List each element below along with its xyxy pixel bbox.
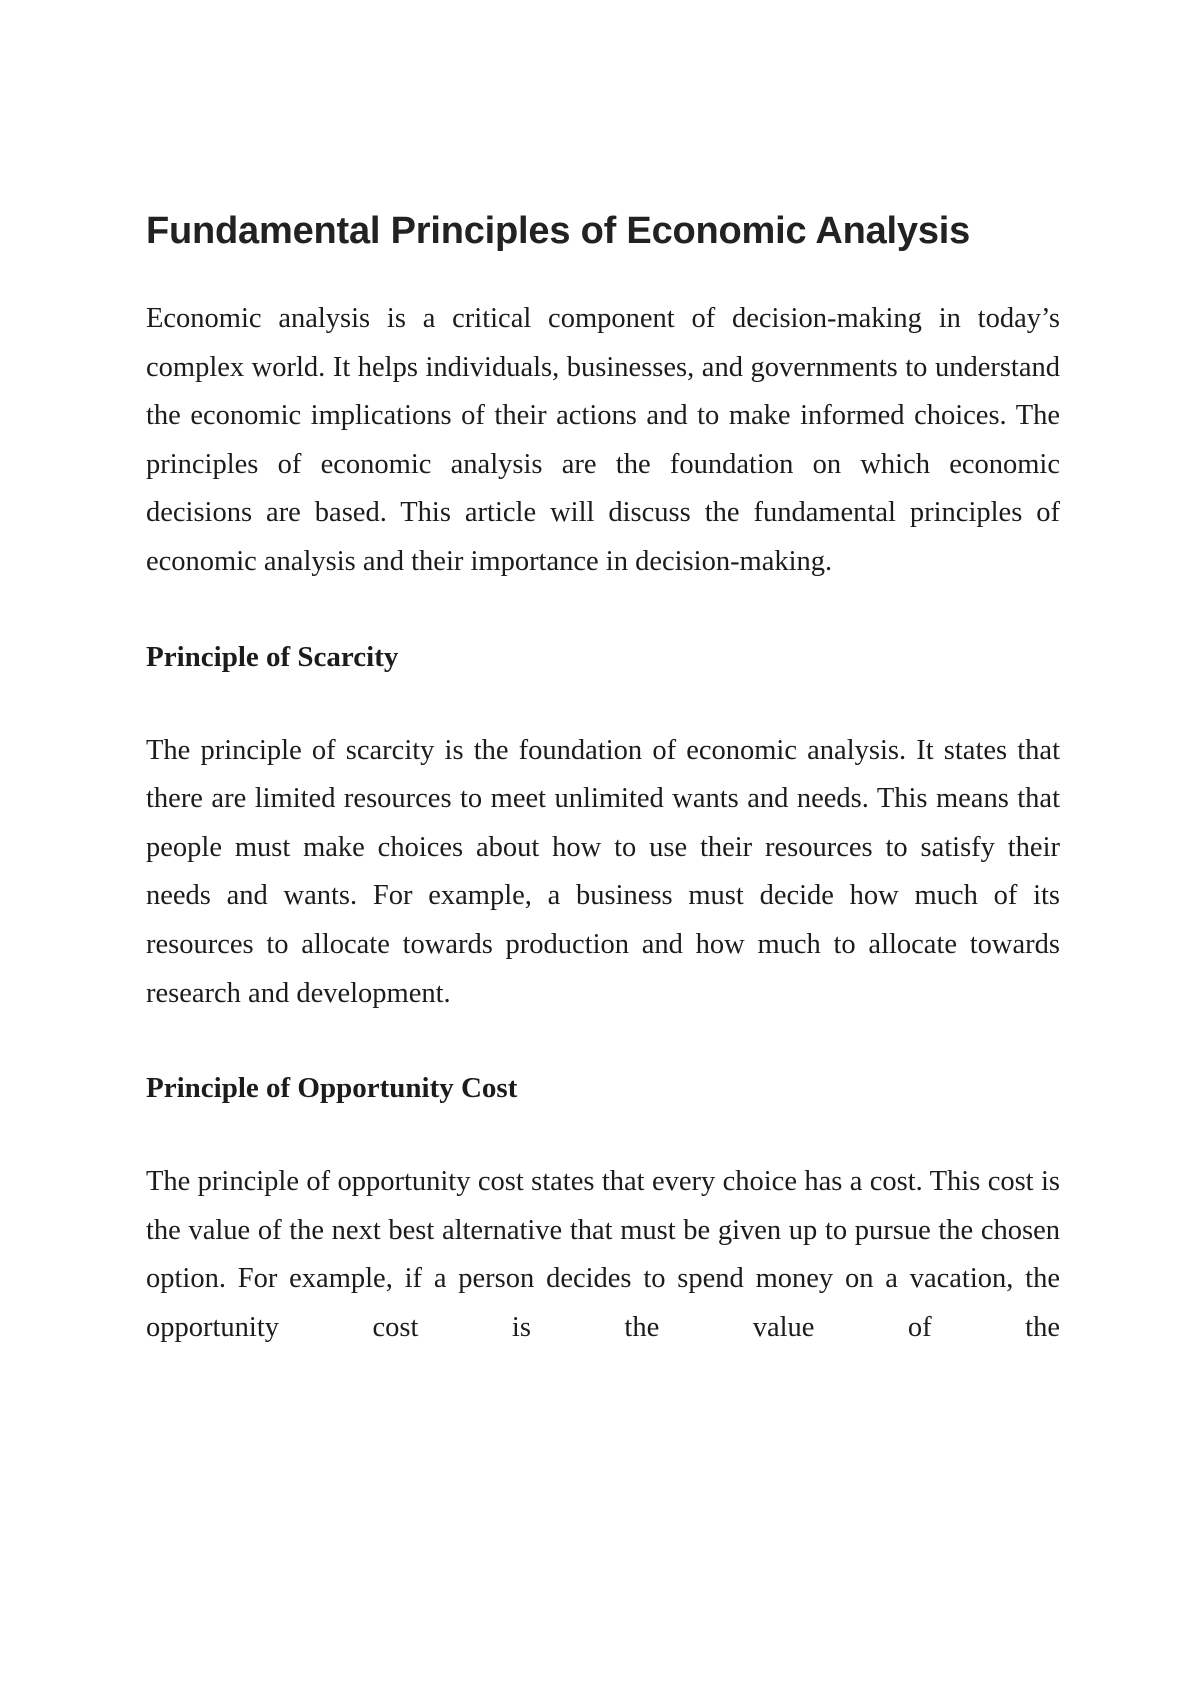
intro-paragraph: Economic analysis is a critical component of decision-making in today’s complex world. It helps individuals, businesses, and governments to understand the economic implications of their actions and to make informed choices. The principles of economic analysis are the foundation on which economic decisions are based. This article will discuss the fundamental principles of economic analysis and their importance in decision-making. xyxy=(146,303,1060,577)
document-content xyxy=(146,205,1060,1353)
section-body-opportunity-cost: The principle of opportunity cost states that every choice has a cost. This cost is the value of the next best alternative that must be given up to pursue the chosen option. For example, if a person decides to spend money on a vacation, the opportunity cost is the value of the xyxy=(146,1166,1060,1343)
document-title: Fundamental Principles of Economic Analysis xyxy=(146,210,971,252)
section-heading-scarcity: Principle of Scarcity xyxy=(146,640,399,673)
section-heading-opportunity-cost: Principle of Opportunity Cost xyxy=(146,1072,518,1105)
paragraph-spacer xyxy=(146,1018,1060,1064)
heading-spacer xyxy=(146,1112,1060,1158)
section-body-scarcity: The principle of scarcity is the foundation of economic analysis. It states that there are limited resources to meet unlimited wants and needs. This means that people must make choices about how to use their resources to satisfy their needs and wants. For example, a business must decide how much of its resources to allocate towards production and how much to allocate towards research and development. xyxy=(146,734,1060,1009)
paragraph-spacer xyxy=(146,587,1060,633)
heading-spacer xyxy=(146,681,1060,727)
